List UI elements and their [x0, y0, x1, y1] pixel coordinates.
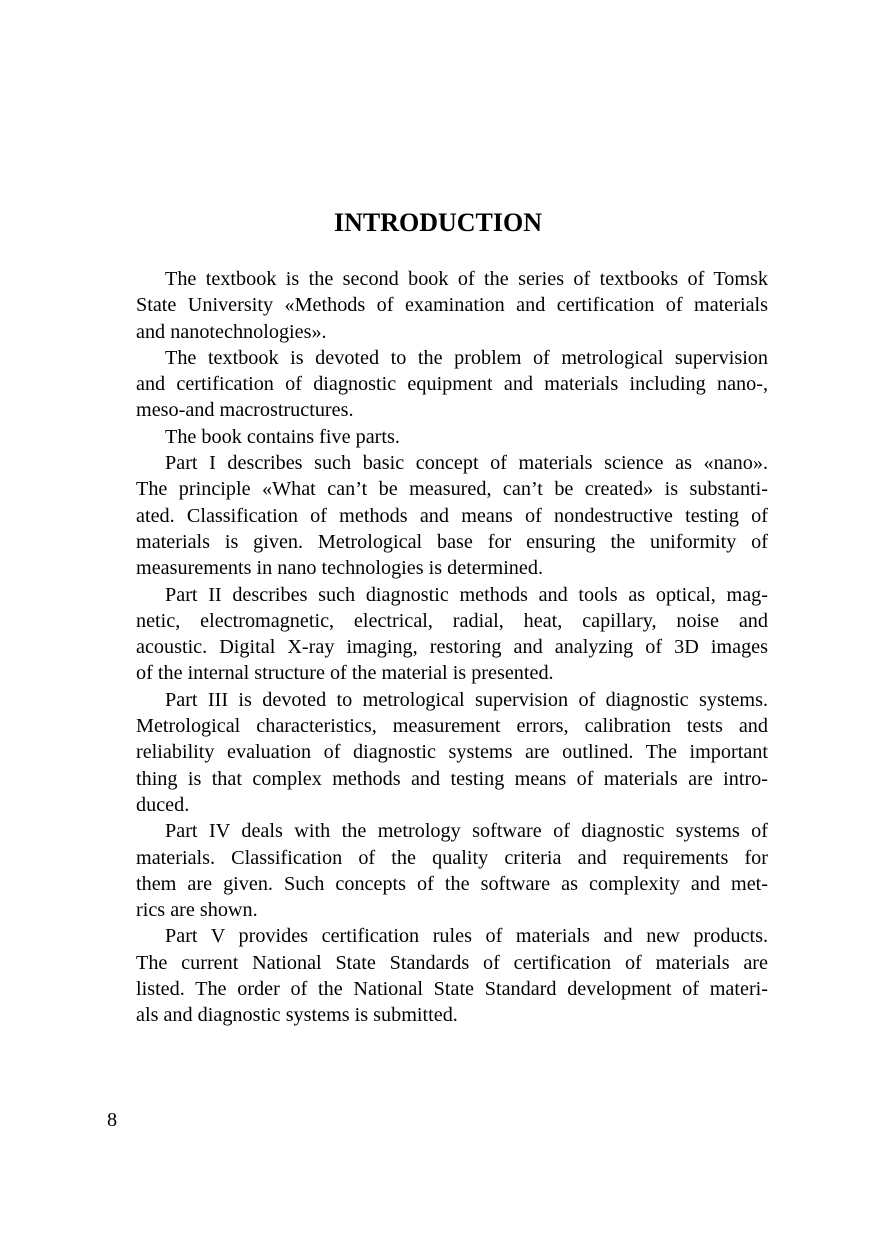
text-line: Part III is devoted to metrological supervision of diagnostic systems.: [165, 688, 768, 711]
text-line: acoustic. Digital X-ray imaging, restoring and analyzing of 3D images: [136, 636, 768, 659]
text-line: Metrological characteristics, measurement errors, calibration tests and: [136, 715, 768, 738]
text-line: netic, electromagnetic, electrical, radial, heat, capillary, noise and: [136, 609, 768, 632]
paragraph-3: [107, 424, 768, 450]
paragraph-1: [107, 266, 768, 345]
page-title: INTRODUCTION: [333, 208, 543, 237]
text-line: State University «Methods of examination and certification of materials: [136, 294, 768, 317]
text-line: thing is that complex methods and testing means of materials are intro-: [136, 767, 768, 790]
text-line: materials is given. Metrological base for ensuring the uniformity of: [136, 530, 768, 553]
text-line: The textbook is devoted to the problem of metrological supervision: [165, 346, 768, 369]
page-number: 8: [107, 1109, 118, 1131]
text-line: The textbook is the second book of the series of textbooks of Tomsk: [165, 268, 768, 290]
text-line: them are given. Such concepts of the software as complexity and met-: [136, 872, 768, 895]
text-line: ated. Classification of methods and means of nondestructive testing of: [136, 504, 768, 527]
text-line: Part I describes such basic concept of materials science as «nano».: [165, 452, 768, 475]
text-line: and certification of diagnostic equipment and materials including nano-,: [136, 373, 768, 396]
text-line: listed. The order of the National State Standard development of materi-: [136, 978, 768, 1001]
body-text: [107, 266, 768, 1029]
text-line: The principle «What can’t be measured, can’t be created» is substanti-: [136, 478, 768, 501]
paragraph-6: [107, 687, 768, 818]
paragraph-2: [107, 345, 768, 424]
text-line: reliability evaluation of diagnostic systems are outlined. The important: [136, 741, 768, 764]
text-line: The current National State Standards of certification of materials are: [136, 951, 768, 974]
text-line: rics are shown.: [136, 899, 258, 922]
text-line: als and diagnostic systems is submitted.: [136, 1004, 458, 1027]
text-line: materials. Classification of the quality criteria and requirements for: [136, 846, 768, 869]
text-line: Part II describes such diagnostic methods and tools as optical, mag-: [165, 583, 768, 606]
text-line: Part IV deals with the metrology software of diagnostic systems of: [165, 820, 768, 843]
text-line: meso-and macrostructures.: [136, 399, 354, 422]
text-line: The book contains five parts.: [165, 425, 400, 448]
paragraph-7: [107, 818, 768, 923]
paragraph-4: [107, 450, 768, 581]
text-line: Part V provides certification rules of materials and new products.: [165, 925, 768, 948]
text-line: duced.: [136, 793, 190, 816]
text-line: of the internal structure of the material is presented.: [136, 662, 554, 685]
paragraph-8: [107, 923, 768, 1028]
text-line: measurements in nano technologies is determined.: [136, 557, 544, 580]
paragraph-5: [107, 582, 768, 687]
text-line: and nanotechnologies».: [136, 320, 327, 343]
